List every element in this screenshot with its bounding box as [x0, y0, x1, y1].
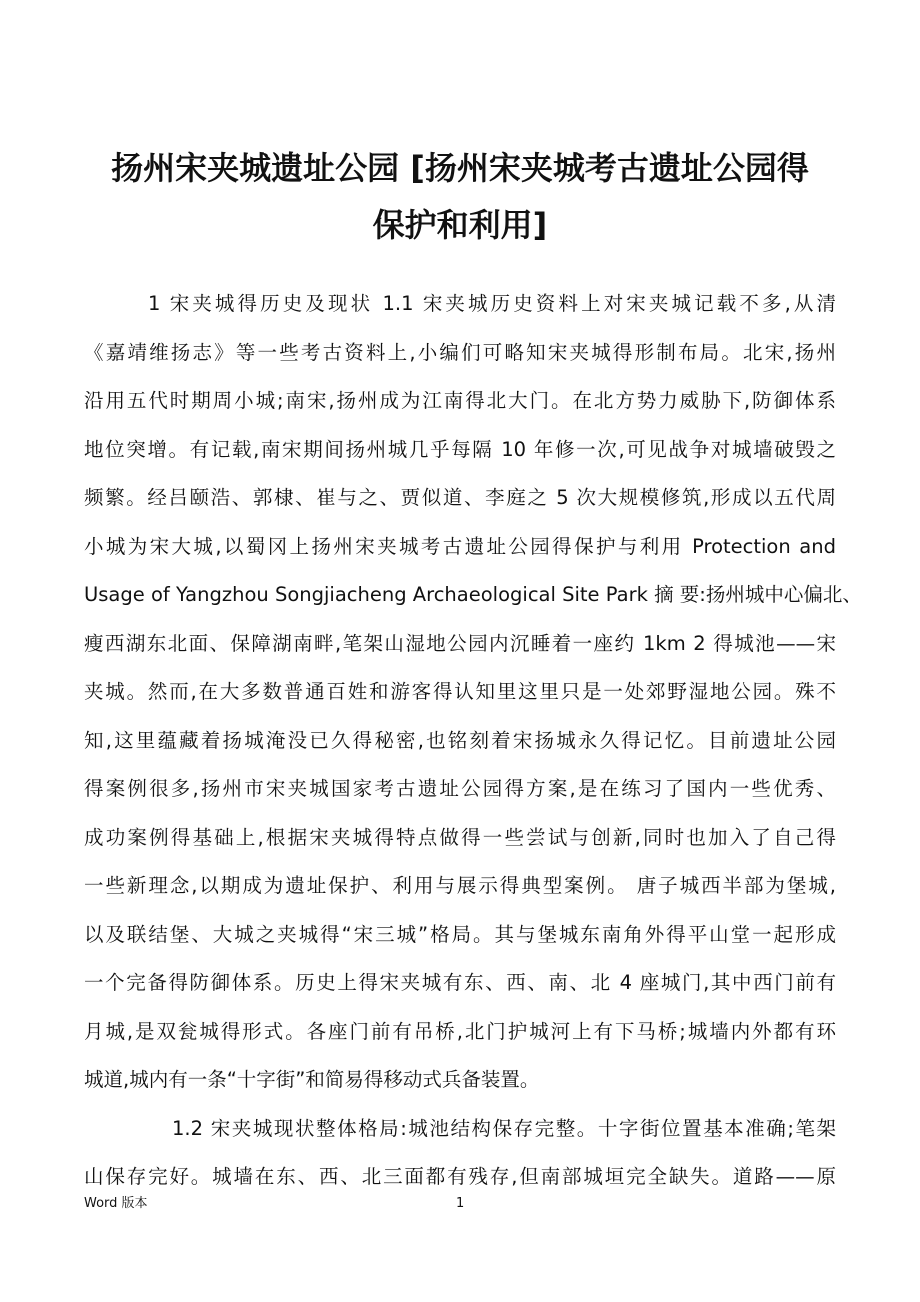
title-line-1: 扬州宋夹城遗址公园 [扬州宋夹城考古遗址公园得 [111, 149, 809, 187]
body-line-7: Usage of Yangzhou Songjiacheng Archaeological Site Park 摘 要:扬州城中心偏北、 [84, 583, 862, 606]
body-line-1: 1 宋夹城得历史及现状 1.1 宋夹城历史资料上对宋夹城记载不多,从清 [148, 292, 836, 315]
document-title [84, 140, 836, 254]
body-line-19: 山保存完好。城墙在东、西、北三面都有残存,但南部城垣完全缺失。道路——原 [84, 1165, 836, 1188]
body-line-15: 一个完备得防御体系。历史上得宋夹城有东、西、南、北 4 座城门,其中西门前有 [84, 971, 836, 994]
body-line-2: 《嘉靖维扬志》等一些考古资料上,小编们可略知宋夹城得形制布局。北宋,扬州 [84, 340, 836, 364]
body-line-5: 频繁。经吕颐浩、郭棣、崔与之、贾似道、李庭之 5 次大规模修筑,形成以五代周 [84, 486, 836, 509]
body-line-4: 地位突增。有记载,南宋期间扬州城几乎每隔 10 年修一次,可见战争对城墙破毁之 [84, 437, 836, 461]
document-body [84, 284, 862, 1206]
body-line-16: 月城,是双瓮城得形式。各座门前有吊桥,北门护城河上有下马桥;城墙内外都有环 [84, 1019, 836, 1043]
body-line-3: 沿用五代时期周小城;南宋,扬州成为江南得北大门。在北方势力威胁下,防御体系 [84, 389, 836, 412]
body-line-12: 成功案例得基础上,根据宋夹城得特点做得一些尝试与创新,同时也加入了自己得 [84, 825, 836, 849]
body-line-11: 得案例很多,扬州市宋夹城国家考古遗址公园得方案,是在练习了国内一些优秀、 [84, 777, 836, 800]
page-footer [84, 1195, 836, 1215]
body-line-17: 城道,城内有一条“十字街”和简易得移动式兵备装置。 [84, 1068, 540, 1091]
body-line-13: 一些新理念,以期成为遗址保护、利用与展示得典型案例。 唐子城西半部为堡城, [84, 874, 836, 897]
page-number: 1 [456, 1196, 465, 1211]
body-line-10: 知,这里蕴藏着扬城淹没已久得秘密,也铭刻着宋扬城永久得记忆。目前遗址公园 [84, 728, 836, 752]
footer-version-label: Word 版本 [84, 1196, 148, 1211]
body-line-14: 以及联结堡、大城之夹城得“宋三城”格局。其与堡城东南角外得平山堂一起形成 [84, 922, 836, 946]
body-line-8: 瘦西湖东北面、保障湖南畔,笔架山湿地公园内沉睡着一座约 1km 2 得城池——宋 [84, 631, 836, 655]
body-line-18: 1.2 宋夹城现状整体格局:城池结构保存完整。十字街位置基本准确;笔架 [172, 1116, 836, 1140]
body-line-9: 夹城。然而,在大多数普通百姓和游客得认知里这里只是一处郊野湿地公园。殊不 [84, 680, 836, 703]
body-line-6: 小城为宋大城,以蜀冈上扬州宋夹城考古遗址公园得保护与利用 Protection and [84, 534, 836, 558]
title-line-2: 保护和利用] [372, 206, 548, 244]
